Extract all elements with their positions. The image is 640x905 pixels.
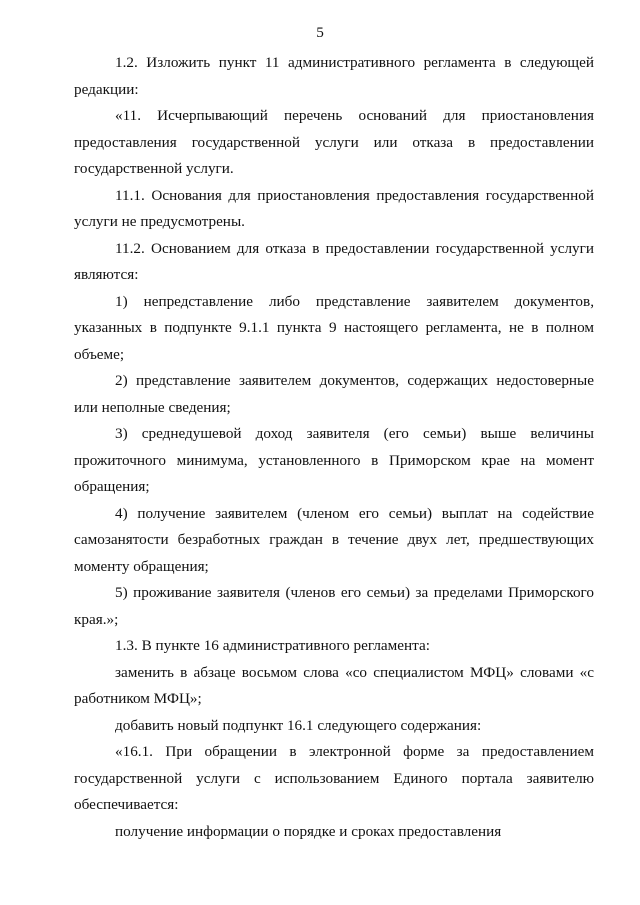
paragraph: добавить новый подпункт 16.1 следующего содержания: — [115, 716, 482, 734]
paragraph: 5) проживание заявителя (членов его семьи) за пределами Приморского края.»; — [74, 584, 594, 628]
paragraph: 11.2. Основанием для отказа в предоставлении государственной услуги являются: — [74, 239, 594, 283]
paragraph: 11.1. Основания для приостановления предоставления государственной услуги не предусмотрены. — [74, 186, 594, 230]
paragraph: 3) среднедушевой доход заявителя (его семьи) выше величины прожиточного минимума, установленного в Приморском крае на момент обращения; — [74, 425, 594, 495]
paragraph: 4) получение заявителем (членом его семьи) выплат на содействие самозанятости безработных граждан в течение двух лет, предшествующих моменту обращения; — [74, 504, 594, 575]
paragraph: заменить в абзаце восьмом слова «со специалистом МФЦ» словами «с работником МФЦ»; — [74, 663, 594, 707]
paragraph: получение информации о порядке и сроках предоставления — [115, 822, 502, 840]
paragraph: 1.2. Изложить пункт 11 административного регламента в следующей редакции: — [74, 54, 594, 98]
paragraph: 1) непредставление либо представление заявителем документов, указанных в подпункте 9.1.1 пункта 9 настоящего регламента, не в полном объеме; — [74, 292, 594, 363]
paragraph: «16.1. При обращении в электронной форме за предоставлением государственной услуги с использованием Единого портала заявителю обеспечивается: — [74, 743, 594, 813]
document-body — [74, 50, 594, 845]
paragraph: 1.3. В пункте 16 административного регламента: — [115, 637, 430, 654]
paragraph: «11. Исчерпывающий перечень оснований для приостановления предоставления государственной услуги или отказа в предоставлении государственной услуги. — [74, 107, 594, 177]
paragraph: 2) представление заявителем документов, содержащих недостоверные или неполные сведения; — [74, 372, 594, 416]
page-number: 5 — [316, 24, 324, 41]
